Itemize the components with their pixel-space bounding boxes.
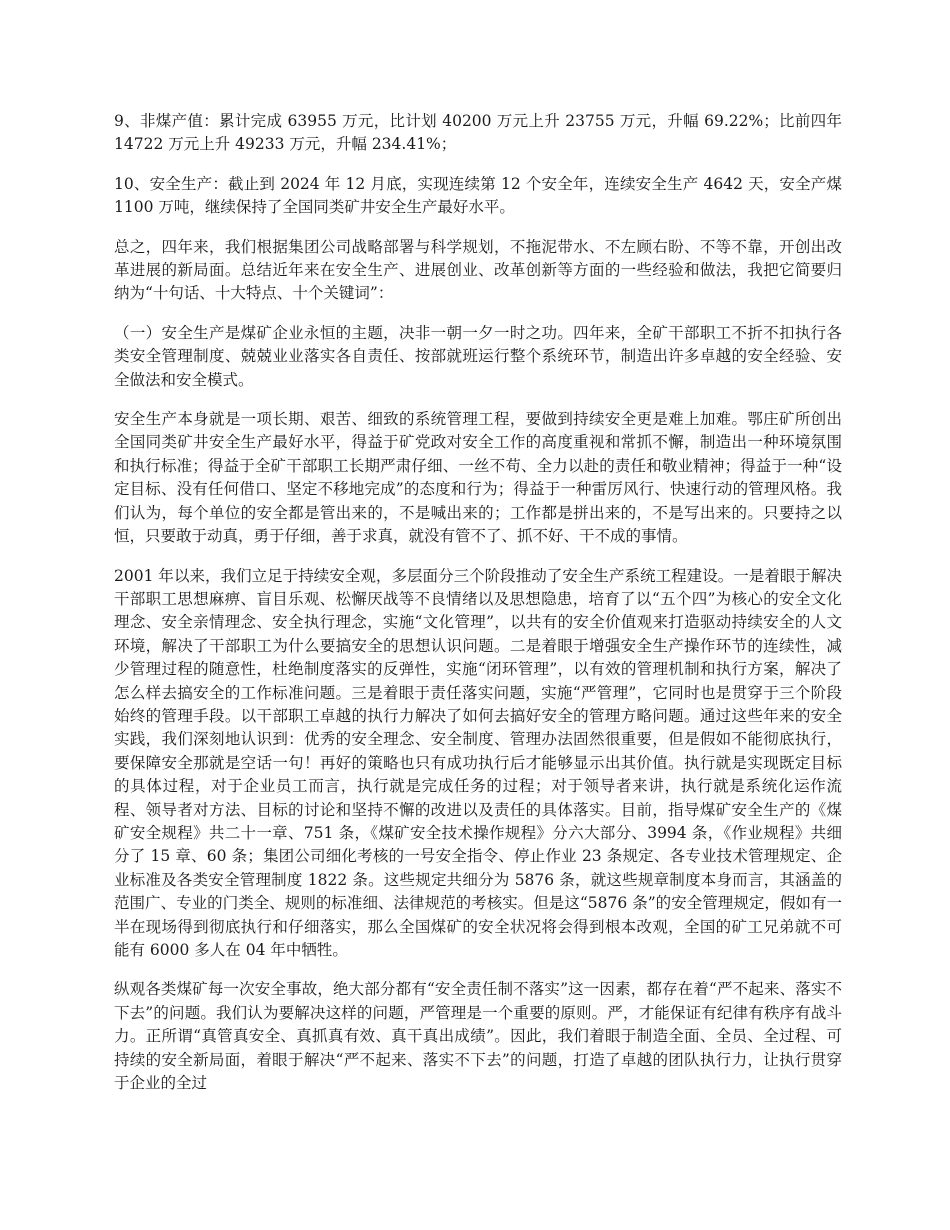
paragraph-since-2001: 2001 年以来，我们立足于持续安全观，多层面分三个阶段推动了安全生产系统工程建设。一是着眼于解决干部职工思想麻痹、盲目乐观、松懈厌战等不良情绪以及思想隐患，培育了以“五个四”为核心的安全文化理念、安全亲情理念、安全执行理念，实施“文化管理”，以共有的安全价值观来打造驱动持续安全的人文环境，解决了干部职工为什么要搞安全的思想认识问题。二是着眼于增强安全生产操作环节的连续性，减少管理过程的随意性，杜绝制度落实的反弹性，实施“闭环管理”，以有效的管理机制和执行方案，解决了怎么样去搞安全的工作标准问题。三是着眼于责任落实问题，实施“严管理”，它同时也是贯穿于三个阶段始终的管理手段。以干部职工卓越的执行力解决了如何去搞好安全的管理方略问题。通过这些年来的安全实践，我们深刻地认识到：优秀的安全理念、安全制度、管理办法固然很重要，但是假如不能彻底执行，要保障安全那就是空话一句！再好的策略也只有成功执行后才能够显示出其价值。执行就是实现既定目标的具体过程，对于企业员工而言，执行就是完成任务的过程；对于领导者来讲，执行就是系统化运作流程、领导者对方法、目标的讨论和坚持不懈的改进以及责任的具体落实。目前，指导煤矿安全生产的《煤矿安全规程》共二十一章、751 条，《煤矿安全技术操作规程》分六大部分、3994 条，《作业规程》共细分了 15 章、60 条；集团公司细化考核的一号安全指令、停止作业 23 条规定、各专业技术管理规定、企业标准及各类安全管理制度 1822 条。这些规定共细分为 5876 条，就这些规章制度本身而言，其涵盖的范围广、专业的门类全、规则的标准细、法律规范的考核实。但是这“5876 条”的安全管理规定，假如有一半在现场得到彻底执行和仔细落实，那么全国煤矿的安全状况将会得到根本改观，全国的矿工兄弟就不可能有 6000 多人在 04 年中牺牲。 — [114, 566, 842, 959]
paragraph-safety-engineering: 安全生产本身就是一项长期、艰苦、细致的系统管理工程，要做到持续安全更是难上加难。鄂庄矿所创出全国同类矿井安全生产最好水平，得益于矿党政对安全工作的高度重视和常抓不懈，制造出一种环境氛围和执行标准；得益于全矿干部职工长期严肃仔细、一丝不苟、全力以赴的责任和敬业精神；得益于一种“设定目标、没有任何借口、坚定不移地完成”的态度和行为；得益于一种雷厉风行、快速行动的管理风格。我们认为，每个单位的安全都是管出来的，不是喊出来的；工作都是拼出来的，不是写出来的。只要持之以恒，只要敢于动真，勇于仔细，善于求真，就没有管不了、抓不好、干不成的事情。 — [114, 410, 842, 546]
paragraph-safety-production: 10、安全生产：截止到 2024 年 12 月底，实现连续第 12 个安全年，连续安全生产 4642 天，安全产煤 1100 万吨，继续保持了全国同类矿井安全生产最好水平。 — [114, 174, 842, 217]
paragraph-accident-review: 纵观各类煤矿每一次安全事故，绝大部分都有“安全责任制不落实”这一因素，都存在着“严不起来、落实不下去”的问题。我们认为要解决这样的问题，严管理是一个重要的原则。严，才能保证有纪律有秩序有战斗力。正所谓“真管真安全、真抓真有效、真干真出成绩”。因此，我们着眼于制造全面、全员、全过程、可持续的安全新局面，着眼于解决“严不起来、落实不下去”的问题，打造了卓越的团队执行力，让执行贯穿于企业的全过 — [114, 980, 842, 1093]
document-body — [114, 110, 842, 1111]
paragraph-section-one: （一）安全生产是煤矿企业永恒的主题，决非一朝一夕一时之功。四年来，全矿干部职工不折不扣执行各类安全管理制度、兢兢业业落实各自责任、按部就班运行整个系统环节，制造出许多卓越的安全经验、安全做法和安全模式。 — [114, 323, 842, 389]
paragraph-summary: 总之，四年来，我们根据集团公司战略部署与科学规划，不拖泥带水、不左顾右盼、不等不靠，开创出改革进展的新局面。总结近年来在安全生产、进展创业、改革创新等方面的一些经验和做法，我把它简要归纳为“十句话、十大特点、十个关键词”： — [114, 237, 842, 303]
paragraph-non-coal-output: 9、非煤产值：累计完成 63955 万元，比计划 40200 万元上升 23755 万元，升幅 69.22%；比前四年 14722 万元上升 49233 万元，升幅 234.41%； — [114, 112, 842, 154]
